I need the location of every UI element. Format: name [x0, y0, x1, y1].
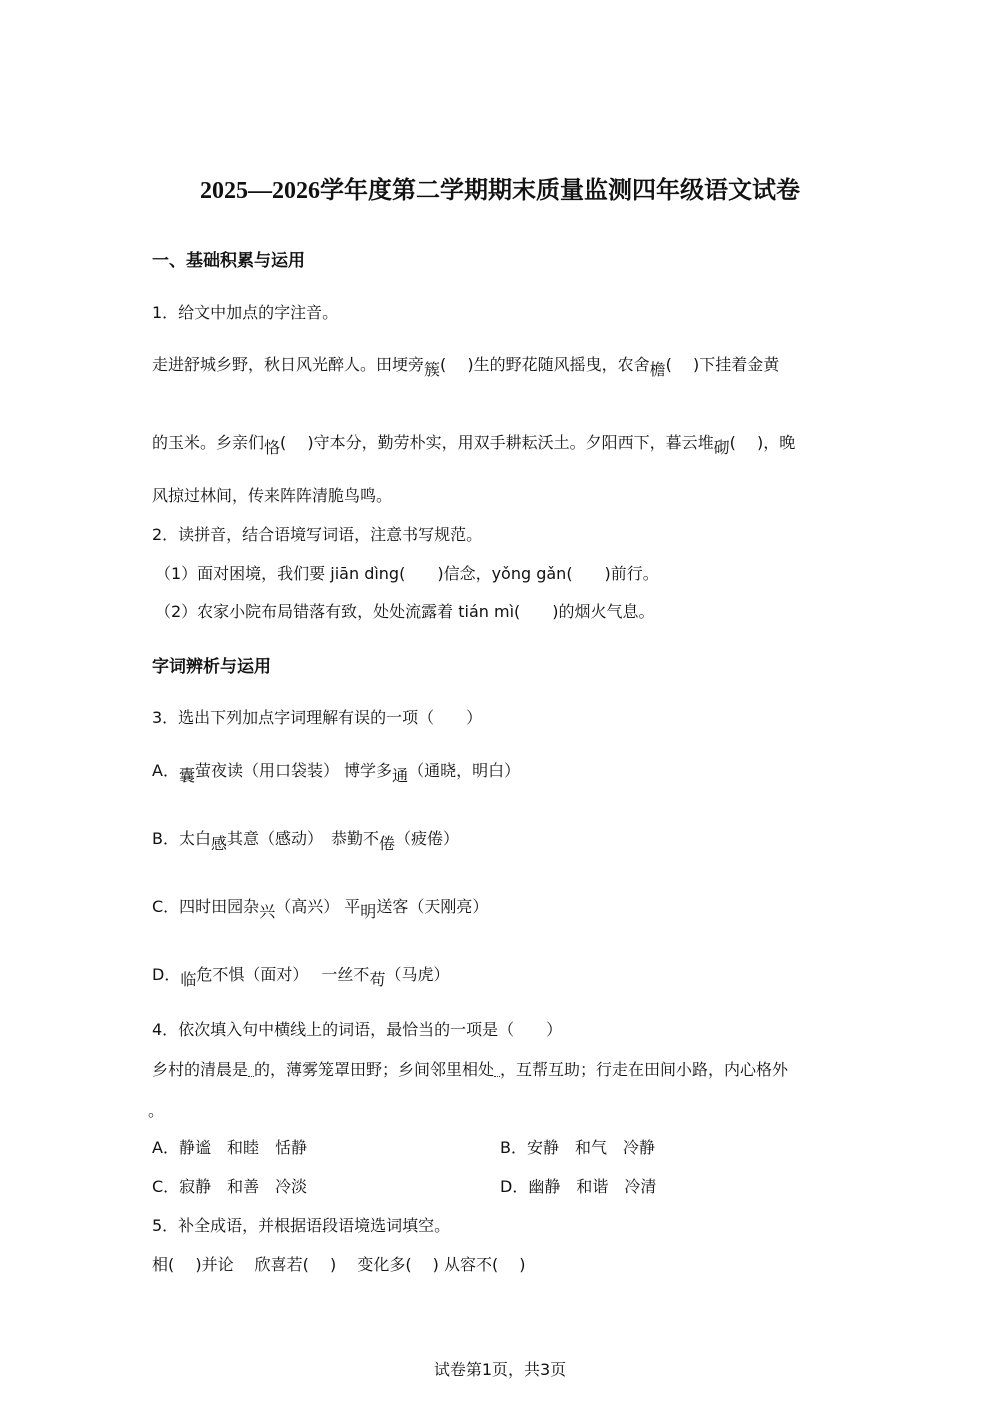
question-2-sub-2: （2）农家小院布局错落有致，处处流露着 tián mì( )的烟火气息。 — [155, 602, 655, 621]
dotted-char: 倦 — [379, 834, 396, 853]
question-3-option-d: D．临危不惧（面对） 一丝不苟（马虎） — [152, 965, 450, 989]
dotted-char: 兴 — [259, 902, 276, 921]
question-3-option-c: C．四时田园杂兴（高兴） 平明送客（天刚亮） — [152, 897, 489, 921]
question-3-option-b: B．太白感其意（感动） 恭勤不倦（疲倦） — [152, 829, 460, 853]
page-footer: 试卷第1页，共3页 — [433, 1360, 567, 1379]
dotted-char: 苟 — [369, 970, 386, 989]
question-1-passage-line-3: 风掠过林间，传来阵阵清脆鸟鸣。 — [152, 486, 393, 505]
dotted-char: 檐 — [649, 360, 666, 379]
question-1-passage-line-1: 走进舒城乡野，秋日风光醉人。田埂旁簇( )生的野花随风摇曳，农舍檐( )下挂着金黄 — [152, 355, 780, 379]
dotted-char: 临 — [180, 970, 197, 989]
dotted-char: 通 — [392, 766, 409, 785]
question-4-option-d: D．幽静 和谐 冷清 — [500, 1177, 657, 1196]
question-2-stem: 2．读拼音，结合语境写词语，注意书写规范。 — [152, 525, 483, 544]
dotted-char: 砌 — [713, 438, 730, 457]
dotted-char: 囊 — [178, 766, 195, 785]
question-3-stem: 3．选出下列加点字词理解有误的一项（ ） — [152, 708, 483, 727]
page-title: 2025—2026学年度第二学期期末质量监测四年级语文试卷 — [200, 178, 800, 204]
question-4-option-b: B．安静 和气 冷静 — [500, 1138, 655, 1157]
question-3-option-a: A．囊萤夜读（用口袋装） 博学多通（通晓，明白） — [152, 761, 521, 785]
dotted-char: 簇 — [424, 360, 441, 379]
question-4-stem: 4．依次填入句中横线上的词语，最恰当的一项是（ ） — [152, 1020, 563, 1039]
question-5-idioms: 相( )并论 欣喜若( ) 变化多( ) 从容不( ) — [152, 1255, 526, 1274]
dotted-char: 恪 — [264, 438, 281, 457]
question-4-option-c: C．寂静 和善 冷淡 — [152, 1177, 308, 1196]
dotted-char: 感 — [210, 834, 227, 853]
question-4-sentence-end: 。 — [148, 1101, 165, 1120]
question-2-sub-1: （1）面对困境，我们要 jiān dìng( )信念，yǒng gǎn( )前行。 — [155, 564, 659, 583]
section-heading-basics: 一、基础积累与运用 — [152, 251, 305, 271]
question-1-stem: 1．给文中加点的字注音。 — [152, 303, 339, 322]
section-heading-words: 字词辨析与运用 — [152, 657, 271, 677]
dotted-char: 明 — [360, 902, 377, 921]
question-4-sentence: 乡村的清晨是 的，薄雾笼罩田野；乡间邻里相处 ，互帮互助；行走在田间小路，内心格外 — [152, 1060, 789, 1079]
question-4-option-a: A．静谧 和睦 恬静 — [152, 1138, 307, 1157]
question-5-stem: 5．补全成语，并根据语段语境选词填空。 — [152, 1216, 451, 1235]
question-1-passage-line-2: 的玉米。乡亲们恪( )守本分，勤劳朴实，用双手耕耘沃土。夕阳西下，暮云堆砌( )，晚 — [152, 433, 796, 457]
